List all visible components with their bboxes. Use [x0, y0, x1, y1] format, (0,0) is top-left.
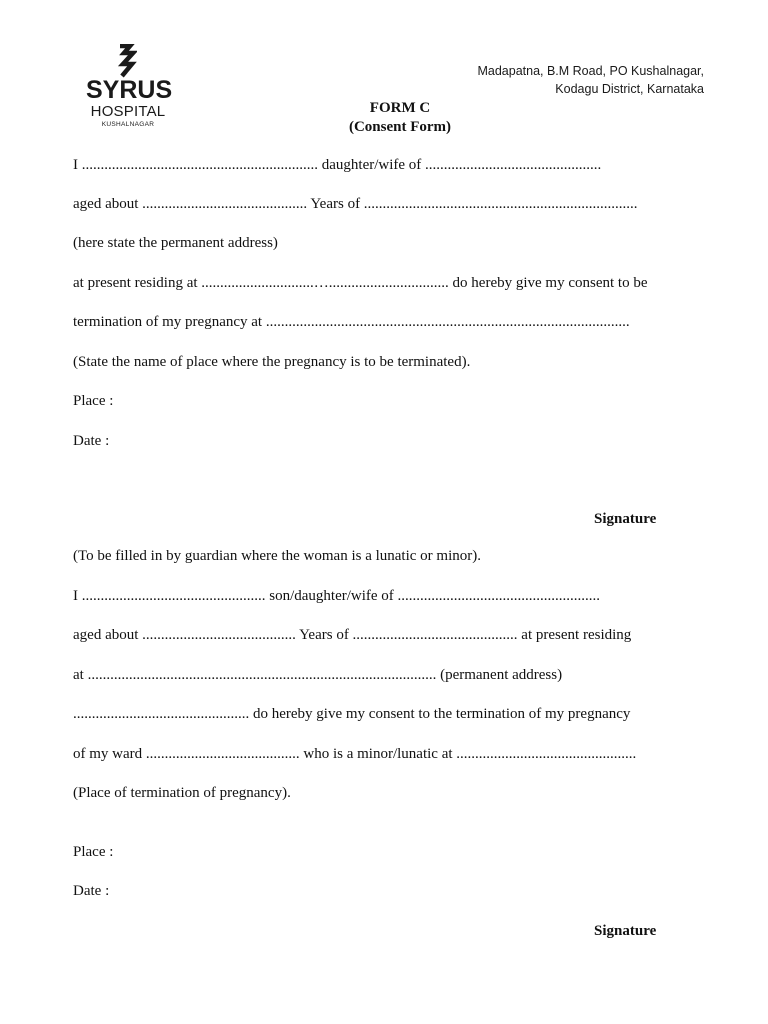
form-line: I ................................................. son/daughter/wife of ......................................................	[73, 588, 601, 604]
syrus-s-mark-icon	[117, 44, 137, 78]
logo-location: KUSHALNAGAR	[101, 121, 155, 128]
form-title: FORM C	[369, 100, 431, 116]
guardian-note: (To be filled in by guardian where the woman is a lunatic or minor).	[73, 548, 481, 564]
form-subtitle: (Consent Form)	[348, 119, 452, 135]
place-label: Place :	[73, 393, 114, 409]
place-label: Place :	[73, 844, 114, 860]
signature-label: Signature	[594, 923, 657, 939]
form-line: aged about ......................................... Years of ............................................ at present residing	[73, 627, 632, 643]
form-line: (Place of termination of pregnancy).	[73, 785, 291, 801]
date-label: Date :	[73, 883, 110, 899]
date-label: Date :	[73, 433, 110, 449]
form-line: (State the name of place where the pregnancy is to be terminated).	[73, 354, 471, 370]
form-line: aged about ............................................ Years of .........................................................................	[73, 196, 638, 212]
address-line: Madapatna, B.M Road, PO Kushalnagar,	[477, 64, 704, 78]
hospital-logo	[86, 44, 176, 139]
form-line: (here state the permanent address)	[73, 235, 278, 251]
logo-subtitle: HOSPITAL	[90, 103, 166, 120]
form-line: ............................................... do hereby give my consent to the termination of my pregnancy	[73, 706, 631, 722]
form-line: at ............................................................................................. (permanent address)	[73, 667, 563, 683]
form-line: at present residing at ..............................…................................ do hereby give my consent to be	[73, 275, 648, 291]
hospital-address	[477, 62, 704, 98]
form-line: I ............................................................... daughter/wife of ...............................................	[73, 157, 602, 173]
form-line: of my ward ......................................... who is a minor/lunatic at ................................................	[73, 746, 637, 762]
address-line: Kodagu District, Karnataka	[555, 82, 704, 96]
signature-label: Signature	[594, 511, 657, 527]
logo-name: SYRUS	[86, 76, 173, 104]
form-line: termination of my pregnancy at .................................................................................................	[73, 314, 630, 330]
